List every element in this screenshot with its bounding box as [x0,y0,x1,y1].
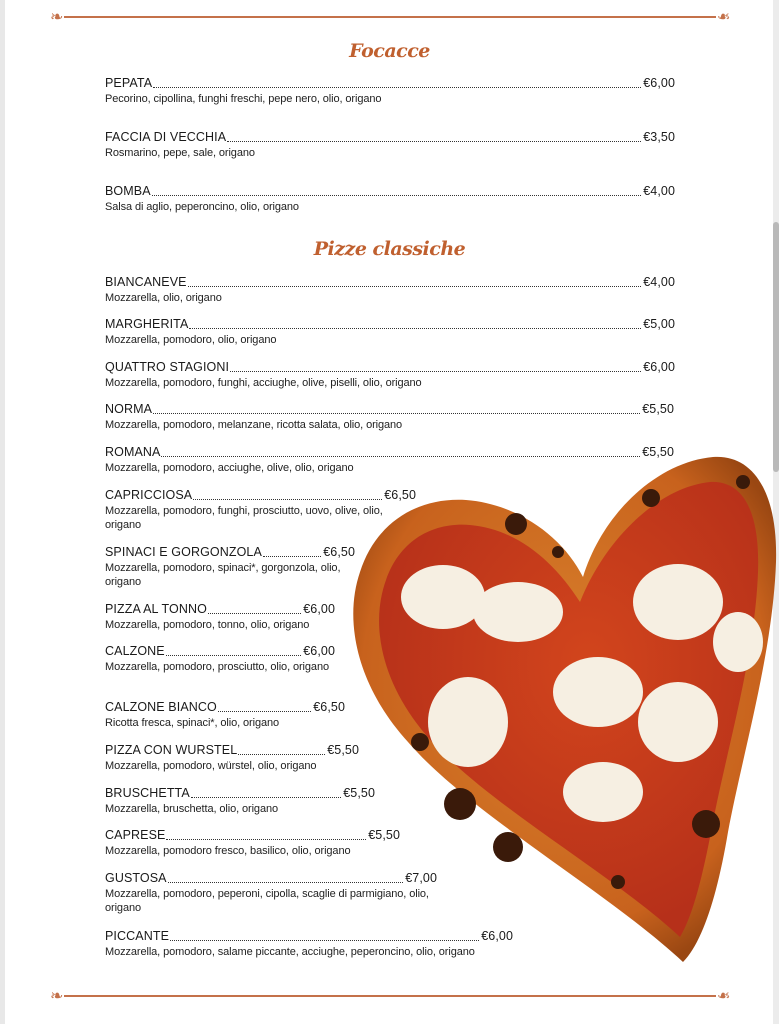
item-price: €6,00 [303,644,335,658]
item-price: €4,00 [643,184,675,198]
item-price: €6,00 [303,602,335,616]
item-description: Mozzarella, pomodoro, salame piccante, acciughe, peperoncino, olio, origano [105,946,475,958]
menu-item [105,184,675,214]
item-price: €5,50 [642,402,674,416]
item-description: Salsa di aglio, peperoncino, olio, origano [105,201,299,213]
item-price: €6,50 [313,700,345,714]
item-price: €5,50 [327,743,359,757]
item-price: €6,00 [643,360,675,374]
item-price: €6,50 [384,488,416,502]
item-name: PIZZA AL TONNO [105,602,207,616]
menu-item [105,871,437,915]
item-name: GUSTOSA [105,871,167,885]
item-description: Mozzarella, pomodoro, funghi, prosciutto, uovo, olive, olio, origano [105,505,383,531]
item-description: Mozzarella, olio, origano [105,292,222,304]
menu-item [105,76,675,106]
item-name: QUATTRO STAGIONI [105,360,230,374]
menu-item [105,644,335,674]
item-description: Mozzarella, pomodoro, peperoni, cipolla, scaglie di parmigiano, olio, origano [105,888,429,914]
item-name: CALZONE BIANCO [105,700,217,714]
menu-item [105,602,335,632]
menu-item [105,786,375,816]
menu-item [105,130,675,160]
menu-item [105,275,675,305]
flourish-icon: ❧ [50,7,64,26]
menu-item [105,488,416,532]
menu-item [105,317,675,347]
item-name: CAPRICCIOSA [105,488,193,502]
item-name: CALZONE [105,644,165,658]
item-name: SPINACI E GORGONZOLA [105,545,262,559]
item-description: Pecorino, cipollina, funghi freschi, pepe nero, olio, origano [105,93,382,105]
flourish-icon: ❧ [716,7,730,26]
flourish-icon: ❧ [716,986,730,1005]
item-price: €6,00 [643,76,675,90]
flourish-icon: ❧ [50,986,64,1005]
item-description: Mozzarella, pomodoro, tonno, olio, origano [105,619,310,631]
item-name: PEPATA [105,76,153,90]
item-price: €5,50 [368,828,400,842]
item-name: ROMANA [105,445,161,459]
item-description: Mozzarella, pomodoro, acciughe, olive, olio, origano [105,462,354,474]
menu-item [105,700,345,730]
item-name: MARGHERITA [105,317,189,331]
section-title-pizze-classiche: Pizze classiche [313,238,466,260]
item-description: Mozzarella, pomodoro, olio, origano [105,334,277,346]
bottom-divider [50,986,730,1005]
item-description: Mozzarella, pomodoro, würstel, olio, origano [105,760,317,772]
menu-item [105,402,674,432]
item-description: Mozzarella, pomodoro fresco, basilico, olio, origano [105,845,351,857]
item-price: €5,00 [643,317,675,331]
item-price: €4,00 [643,275,675,289]
item-description: Mozzarella, bruschetta, olio, origano [105,803,279,815]
item-name: CAPRESE [105,828,166,842]
item-description: Mozzarella, pomodoro, prosciutto, olio, origano [105,661,329,673]
item-price: €6,50 [323,545,355,559]
item-description: Ricotta fresca, spinaci*, olio, origano [105,717,280,729]
item-name: BRUSCHETTA [105,786,190,800]
item-price: €6,00 [481,929,513,943]
menu-item [105,828,400,858]
item-description: Rosmarino, pepe, sale, origano [105,147,255,159]
menu-item [105,929,513,959]
item-description: Mozzarella, pomodoro, melanzane, ricotta salata, olio, origano [105,419,403,431]
item-price: €3,50 [643,130,675,144]
menu-item [105,445,674,475]
item-name: PIZZA CON WURSTEL [105,743,238,757]
item-name: PICCANTE [105,929,170,943]
menu-item [105,743,359,773]
item-price: €5,50 [343,786,375,800]
item-name: NORMA [105,402,153,416]
item-price: €7,00 [405,871,437,885]
item-description: Mozzarella, pomodoro, spinaci*, gorgonzola, olio, origano [105,562,341,588]
page-edge-left [0,0,5,1024]
top-divider [50,7,730,26]
menu-item [105,360,675,390]
item-description: Mozzarella, pomodoro, funghi, acciughe, olive, piselli, olio, origano [105,377,422,389]
item-price: €5,50 [642,445,674,459]
item-name: FACCIA DI VECCHIA [105,130,227,144]
section-title-focacce: Focacce [349,40,430,62]
item-name: BIANCANEVE [105,275,187,289]
menu-item [105,545,355,589]
item-name: BOMBA [105,184,151,198]
